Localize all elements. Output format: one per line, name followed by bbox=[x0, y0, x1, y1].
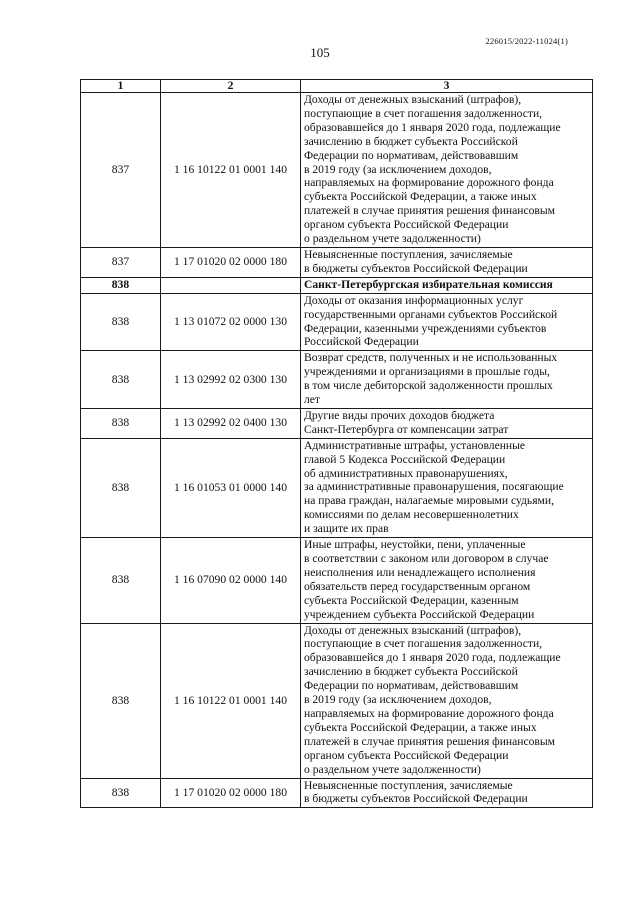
table-body bbox=[81, 93, 593, 808]
kbk-code-cell: 1 17 01020 02 0000 180 bbox=[161, 247, 301, 277]
description-cell: Невыясненные поступления, зачисляемые в бюджеты субъектов Российской Федерации bbox=[301, 778, 593, 808]
table-row bbox=[81, 93, 593, 248]
description-cell: Возврат средств, полученных и не использованных учреждениями и организациями в прошлые годы, в том числе дебиторской задолженности прошлых лет bbox=[301, 351, 593, 409]
table-row bbox=[81, 778, 593, 808]
kbk-code-cell: 1 16 01053 01 0000 140 bbox=[161, 438, 301, 537]
description-cell: Доходы от оказания информационных услуг государственными органами субъектов Российской Федерации, казенными учреждениями субъектов Российской Федерации bbox=[301, 293, 593, 351]
description-cell: Невыясненные поступления, зачисляемые в бюджеты субъектов Российской Федерации bbox=[301, 247, 593, 277]
kbk-code-cell: 1 16 07090 02 0000 140 bbox=[161, 538, 301, 623]
kbk-code-cell bbox=[161, 277, 301, 293]
table-row bbox=[81, 351, 593, 409]
admin-code-cell: 838 bbox=[81, 623, 161, 778]
revenue-classification-table bbox=[80, 79, 593, 808]
table-row bbox=[81, 247, 593, 277]
kbk-code-cell: 1 16 10122 01 0001 140 bbox=[161, 93, 301, 248]
kbk-code-cell: 1 13 02992 02 0400 130 bbox=[161, 408, 301, 438]
table-row bbox=[81, 623, 593, 778]
table-row bbox=[81, 408, 593, 438]
admin-code-cell: 838 bbox=[81, 351, 161, 409]
table-row bbox=[81, 438, 593, 537]
admin-code-cell: 838 bbox=[81, 778, 161, 808]
table-row bbox=[81, 277, 593, 293]
description-cell: Административные штрафы, установленные главой 5 Кодекса Российской Федерации об административных правонарушениях, за административные правонарушения, посягающие на права граждан, налагаемые мировыми судьями, комиссиями по делам несовершеннолетних и защите их прав bbox=[301, 438, 593, 537]
admin-code-cell: 838 bbox=[81, 277, 161, 293]
column-header-1: 1 bbox=[81, 80, 161, 93]
kbk-code-cell: 1 13 02992 02 0300 130 bbox=[161, 351, 301, 409]
kbk-code-cell: 1 17 01020 02 0000 180 bbox=[161, 778, 301, 808]
kbk-code-cell: 1 16 10122 01 0001 140 bbox=[161, 623, 301, 778]
description-cell: Доходы от денежных взысканий (штрафов), поступающие в счет погашения задолженности, образовавшейся до 1 января 2020 года, подлежащие зачислению в бюджет субъекта Российской Федерации по нормативам, действовавшим в 2019 году (за исключением доходов, направляемых на формирование дорожного фонда субъекта Российской Федерации, а также иных платежей в случае принятия решения финансовым органом субъекта Российской Федерации о раздельном учете задолженности) bbox=[301, 93, 593, 248]
admin-code-cell: 838 bbox=[81, 538, 161, 623]
document-number: 226015/2022-11024(1) bbox=[485, 36, 568, 46]
page-number: 105 bbox=[310, 45, 330, 60]
description-cell: Другие виды прочих доходов бюджета Санкт-Петербурга от компенсации затрат bbox=[301, 408, 593, 438]
admin-code-cell: 838 bbox=[81, 438, 161, 537]
table-row bbox=[81, 293, 593, 351]
admin-code-cell: 838 bbox=[81, 293, 161, 351]
admin-code-cell: 837 bbox=[81, 247, 161, 277]
description-cell: Иные штрафы, неустойки, пени, уплаченные в соответствии с законом или договором в случае неисполнения или ненадлежащего исполнения обязательств перед государственным органом субъекта Российской Федерации, казенным учреждением субъекта Российской Федерации bbox=[301, 538, 593, 623]
kbk-code-cell: 1 13 01072 02 0000 130 bbox=[161, 293, 301, 351]
admin-code-cell: 838 bbox=[81, 408, 161, 438]
table-row bbox=[81, 538, 593, 623]
admin-code-cell: 837 bbox=[81, 93, 161, 248]
column-header-2: 2 bbox=[161, 80, 301, 93]
column-header-3: 3 bbox=[301, 80, 593, 93]
description-cell: Доходы от денежных взысканий (штрафов), поступающие в счет погашения задолженности, образовавшейся до 1 января 2020 года, подлежащие зачислению в бюджет субъекта Российской Федерации по нормативам, действовавшим в 2019 году (за исключением доходов, направляемых на формирование дорожного фонда субъекта Российской Федерации, а также иных платежей в случае принятия решения финансовым органом субъекта Российской Федерации о раздельном учете задолженности) bbox=[301, 623, 593, 778]
description-cell: Санкт-Петербургская избирательная комиссия bbox=[301, 277, 593, 293]
table-header-row bbox=[81, 80, 593, 93]
